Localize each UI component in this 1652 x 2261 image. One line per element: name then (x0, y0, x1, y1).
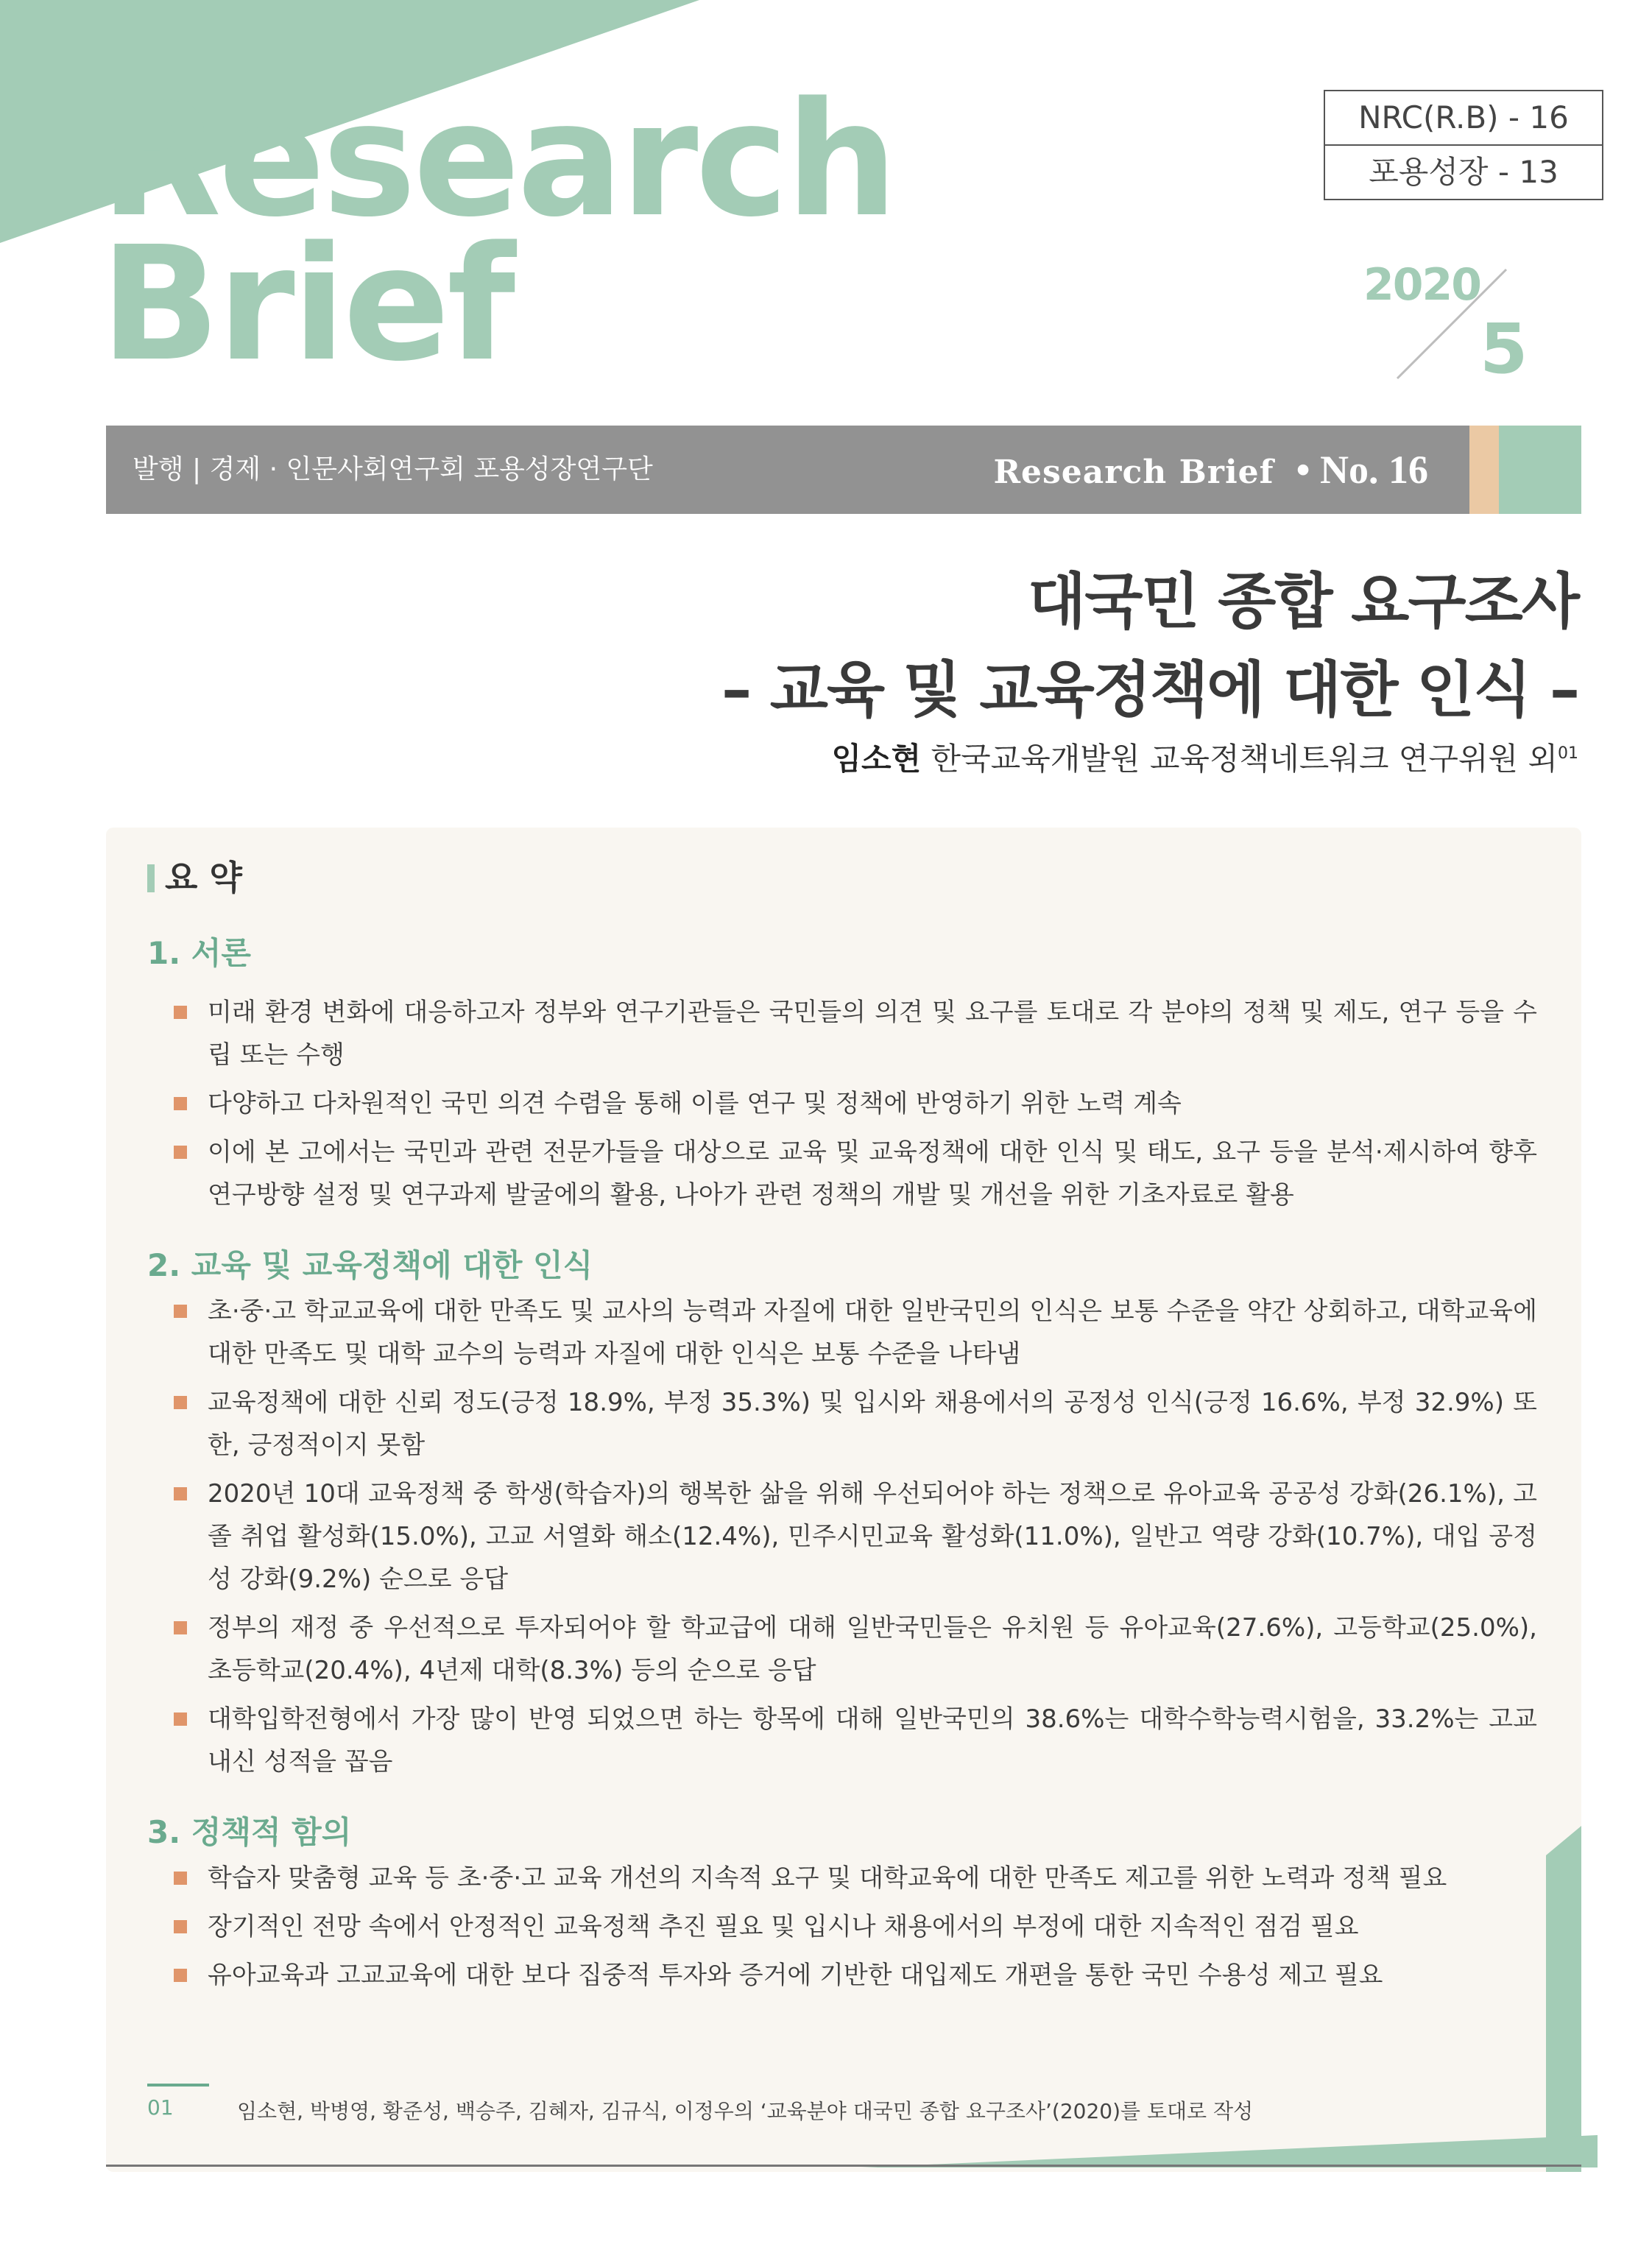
footnote-number: 01 (147, 2095, 174, 2120)
list-item: 정부의 재정 중 우선적으로 투자되어야 할 학교급에 대해 일반국민들은 유치원 등 유아교육(27.6%), 고등학교(25.0%), 초등학교(20.4%), 4년제 대학(8.3%) 등의 순으로 응답 (174, 1606, 1537, 1692)
square-bullet-icon (174, 1487, 187, 1500)
author-name: 임소현 (831, 741, 922, 777)
series-code-nrc: NRC(R.B) - 16 (1358, 99, 1569, 135)
banner-accent-green (1499, 426, 1581, 514)
banner-publisher-text: 발행 | 경제 · 인문사회연구회 포용성장연구단 (133, 454, 653, 484)
square-bullet-icon (174, 1621, 187, 1634)
square-bullet-icon (174, 1920, 187, 1933)
list-item: 초·중·고 학교교육에 대한 만족도 및 교사의 능력과 자질에 대한 일반국민의 인식은 보통 수준을 약간 상회하고, 대학교육에 대한 만족도 및 대학 교수의 능력과 자질에 대한 인식은 보통 수준을 나타냄 (174, 1290, 1537, 1375)
list-item: 다양하고 다차원적인 국민 의견 수렴을 통해 이를 연구 및 정책에 반영하기 위한 노력 계속 (174, 1082, 1537, 1125)
issue-month: 5 (1480, 309, 1528, 389)
author-footnote-marker: 01 (1558, 744, 1578, 763)
footnote-rule (147, 2084, 209, 2087)
bottom-rule (106, 2165, 1581, 2167)
banner-series-name: Research Brief (993, 454, 1274, 491)
square-bullet-icon (174, 1712, 187, 1726)
list-item: 2020년 10대 교육정책 중 학생(학습자)의 행복한 삶을 위해 우선되어야 하는 정책으로 유아교육 공공성 강화(26.1%), 고졸 취업 활성화(15.0%), 고교 서열화 해소(12.4%), 민주시민교육 활성화(11.0%), 일반고 역량 강화(10.7%), 대입 공정성 강화(9.2%) 순으로 응답 (174, 1472, 1537, 1601)
list-item: 장기적인 전망 속에서 안정적인 교육정책 추진 필요 및 입시나 채용에서의 부정에 대한 지속적인 점검 필요 (174, 1905, 1537, 1948)
section-title-policy-implications: 3. 정책적 함의 (147, 1814, 352, 1850)
list-item: 교육정책에 대한 신뢰 정도(긍정 18.9%, 부정 35.3%) 및 입시와 채용에서의 공정성 인식(긍정 16.6%, 부정 32.9%) 또한, 긍정적이지 못함 (174, 1381, 1537, 1467)
masthead-title (100, 68, 895, 396)
series-code-box (1324, 90, 1603, 200)
author-affiliation: 한국교육개발원 교육정책네트워크 연구위원 외 (921, 741, 1558, 777)
series-code-inclusive-growth: 포용성장 - 13 (1325, 144, 1602, 199)
square-bullet-icon (174, 1969, 187, 1982)
banner-accent-tan (1469, 426, 1499, 514)
square-bullet-icon (174, 1006, 187, 1019)
section-bullets-perception (174, 1290, 1537, 1789)
summary-heading (147, 851, 242, 900)
square-bullet-icon (174, 1872, 187, 1885)
footnote-text: 임소현, 박병영, 황준성, 백승주, 김혜자, 김규식, 이정우의 ‘교육분야 대국민 종합 요구조사’(2020)를 토대로 작성 (237, 2099, 1254, 2123)
section-bullets-policy-implications (174, 1857, 1537, 2003)
banner-series (993, 426, 1428, 514)
square-bullet-icon (174, 1146, 187, 1159)
list-item: 학습자 맞춤형 교육 등 초·중·고 교육 개선의 지속적 요구 및 대학교육에 대한 만족도 제고를 위한 노력과 정책 필요 (174, 1857, 1537, 1900)
right-stripe-decoration (1546, 1826, 1581, 2172)
square-bullet-icon (174, 1396, 187, 1409)
banner-issue-number: • No. 16 (1296, 448, 1428, 492)
section-title-perception: 2. 교육 및 교육정책에 대한 인식 (147, 1247, 593, 1283)
report-subtitle: – 교육 및 교육정책에 대한 인식 – (721, 655, 1578, 725)
square-bullet-icon (174, 1097, 187, 1110)
section-title-introduction: 1. 서론 (147, 935, 251, 971)
list-item: 미래 환경 변화에 대응하고자 정부와 연구기관들은 국민들의 의견 및 요구를 토대로 각 분야의 정책 및 제도, 연구 등을 수립 또는 수행 (174, 991, 1537, 1076)
summary-heading-bar (147, 864, 155, 892)
author-line (831, 735, 1578, 779)
summary-heading-text: 요 약 (165, 858, 242, 897)
section-bullets-introduction (174, 991, 1537, 1222)
bottom-wedge-decoration (861, 2135, 1598, 2167)
list-item: 대학입학전형에서 가장 많이 반영 되었으면 하는 항목에 대해 일반국민의 38.6%는 대학수학능력시험을, 33.2%는 고교 내신 성적을 꼽음 (174, 1698, 1537, 1783)
issue-year: 2020 (1363, 259, 1480, 311)
square-bullet-icon (174, 1305, 187, 1318)
report-title: 대국민 종합 요구조사 (1027, 567, 1578, 637)
masthead-title-line2: Brief (100, 213, 513, 396)
masthead-title-line1: Research (100, 68, 895, 252)
list-item: 이에 본 고에서는 국민과 관련 전문가들을 대상으로 교육 및 교육정책에 대한 인식 및 태도, 요구 등을 분석·제시하여 향후 연구방향 설정 및 연구과제 발굴에의 활용, 나아가 관련 정책의 개발 및 개선을 위한 기초자료로 활용 (174, 1131, 1537, 1216)
list-item: 유아교육과 고교교육에 대한 보다 집중적 투자와 증거에 기반한 대입제도 개편을 통한 국민 수용성 제고 필요 (174, 1954, 1537, 1997)
